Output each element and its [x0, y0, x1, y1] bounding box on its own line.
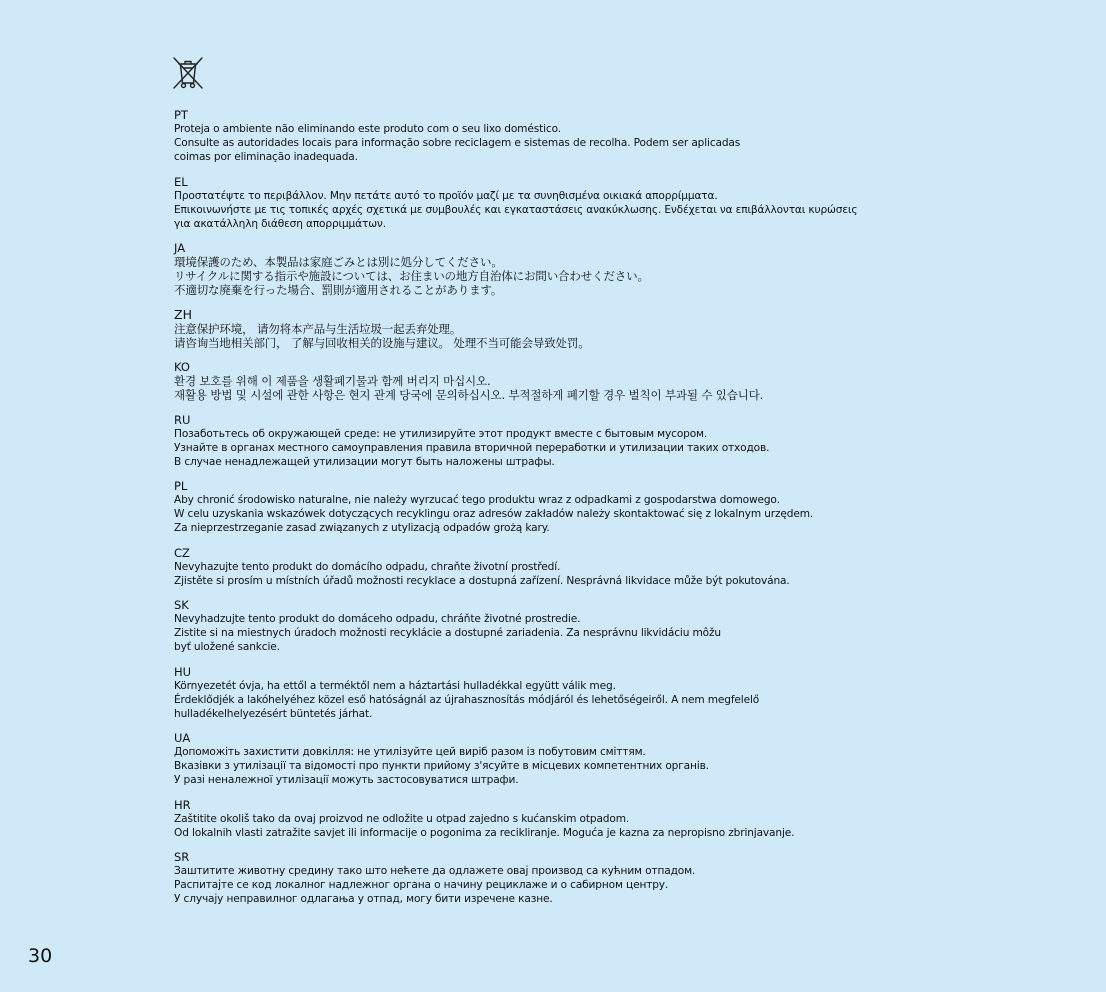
language-code: KO [174, 360, 190, 374]
notice-section-ko [174, 360, 1074, 402]
language-code: HU [174, 664, 192, 679]
notice-line: 재활용 방법 및 시설에 관한 사항은 현지 관계 당국에 문의하십시오. 부적절하게 폐기할 경우 벌칙이 부과될 수 있습니다. [174, 388, 764, 402]
language-code: PT [174, 108, 188, 122]
notice-line: В случае ненадлежащей утилизации могут быть наложены штрафы. [174, 455, 555, 468]
notice-line: Za nieprzestrzeganie zasad związanych z utylizacją odpadów grożą kary. [174, 522, 550, 534]
notice-line: για ακατάλληλη διάθεση απορριμμάτων. [174, 217, 386, 230]
notice-line: coimas por eliminação inadequada. [174, 151, 358, 163]
language-code: SK [174, 598, 189, 612]
notice-section-cz [174, 546, 1074, 588]
notice-line: 注意保护环境， 请勿将本产品与生活垃圾一起丢弃处理。 [174, 321, 462, 336]
notice-section-pt [174, 108, 1074, 164]
notice-line: Позаботьтесь об окружающей среде: не утилизируйте этот продукт вместе с бытовым мусором. [174, 427, 708, 440]
notice-line: 環境保護のため、本製品は家庭ごみとは別に処分してください。 [174, 255, 503, 269]
notice-line: У разі неналежної утилізації можуть застосовуватися штрафи. [174, 774, 519, 786]
notice-section-ja [174, 241, 1074, 297]
notice-line: W celu uzyskania wskazówek dotyczących recyklingu oraz adresów zakładów należy skontaktować się z lokalnym urzędem. [174, 508, 814, 520]
notice-section-hr [174, 798, 1074, 840]
notice-section-pl [174, 479, 1074, 535]
language-code: PL [174, 479, 188, 493]
disposal-notice-list [174, 108, 1074, 917]
notice-line: Допоможіть захистити довкілля: не утилізуйте цей виріб разом із побутовим сміттям. [174, 746, 646, 758]
notice-line: Consulte as autoridades locais para informação sobre reciclagem e sistemas de recolha. Podem ser aplicadas [174, 137, 741, 149]
notice-line: Nevyhazujte tento produkt do domácího odpadu, chraňte životní prostředí. [174, 560, 561, 573]
notice-line: Zistite si na miestnych úradoch možnosti recyklácie a dostupné zariadenia. Za nesprávnu likvidáciu môžu [174, 627, 721, 639]
notice-line: Распитајте се код локалног надлежног органа о начину рециклаже и о сабирном центру. [174, 879, 669, 891]
notice-line: Aby chronić środowisko naturalne, nie należy wyrzucać tego produktu wraz z odpadkami z gospodarstwa domowego. [174, 494, 780, 506]
notice-line: Вказівки з утилізації та відомості про пункти прийому з'ясуйте в місцевих компетентних органів. [174, 760, 709, 772]
notice-line: Od lokalnih vlasti zatražite savjet ili informacije o pogonima za recikliranje. Moguća je kazna za nepropisno zbrinjavanje. [174, 826, 795, 839]
notice-line: リサイクルに関する指示や施設については、お住まいの地方自治体にお問い合わせください。 [174, 269, 649, 283]
notice-section-zh [174, 308, 1074, 350]
language-code: EL [174, 174, 188, 189]
notice-section-ru [174, 413, 1074, 469]
page-number: 30 [28, 945, 53, 967]
notice-line: 환경 보호를 위해 이 제품을 생활폐기물과 함께 버리지 마십시오. [174, 374, 491, 388]
notice-line: Заштитите животну средину тако што нећете да одлажете овај производ са кућним отпадом. [174, 865, 696, 877]
notice-line: hulladékelhelyezésért büntetés járhat. [174, 707, 373, 720]
notice-line: Proteja o ambiente não eliminando este produto com o seu lixo doméstico. [174, 123, 561, 135]
notice-line: Nevyhadzujte tento produkt do domáceho odpadu, chráňte životné prostredie. [174, 613, 581, 625]
notice-section-sk [174, 598, 1074, 654]
notice-section-sr [174, 850, 1074, 906]
language-code: HR [174, 797, 191, 812]
language-code: RU [174, 412, 191, 427]
notice-line: 请咨询当地相关部门， 了解与回收相关的设施与建议。 处理不当可能会导致处罚。 [174, 335, 590, 350]
crossed-out-wheelie-bin-icon [171, 56, 205, 90]
language-code: UA [174, 731, 191, 745]
notice-section-el [174, 175, 1074, 231]
language-code: ZH [174, 306, 192, 322]
notice-line: У случају неправилног одлагања у отпад, могу бити изречене казне. [174, 893, 553, 905]
notice-line: Επικοινωνήστε με τις τοπικές αρχές σχετικά με συμβουλές και εγκαταστάσεις ανακύκλωσης. Ενδέχεται να επιβάλλονται κυρώσεις [174, 203, 858, 216]
notice-section-ua [174, 731, 1074, 787]
notice-line: Zjistěte si prosím u místních úřadů možnosti recyklace a dostupná zařízení. Nesprávná likvidace může být pokutována. [174, 574, 790, 587]
notice-line: Узнайте в органах местного самоуправления правила вторичной переработки и утилизации таких отходов. [174, 441, 770, 454]
language-code: CZ [174, 545, 190, 560]
notice-line: Προστατέψτε το περιβάλλον. Μην πετάτε αυτό το προϊόν μαζί με τα συνηθισμένα οικιακά απορρίμματα. [174, 189, 718, 202]
notice-line: 不適切な廃棄を行った場合、罰則が適用されることがあります。 [174, 283, 503, 297]
notice-line: byť uložené sankcie. [174, 641, 280, 653]
notice-line: Érdeklődjék a lakóhelyéhez közel eső hatóságnál az újrahasznosítás módjáról és lehetőségeiről. A nem megfelelő [174, 693, 760, 706]
language-code: JA [174, 241, 186, 255]
language-code: SR [174, 850, 190, 864]
notice-section-hu [174, 665, 1074, 721]
notice-line: Környezetét óvja, ha ettől a terméktől nem a háztartási hulladékkal együtt válik meg. [174, 679, 616, 692]
notice-line: Zaštitite okoliš tako da ovaj proizvod ne odložite u otpad zajedno s kućanskim otpadom. [174, 812, 630, 825]
